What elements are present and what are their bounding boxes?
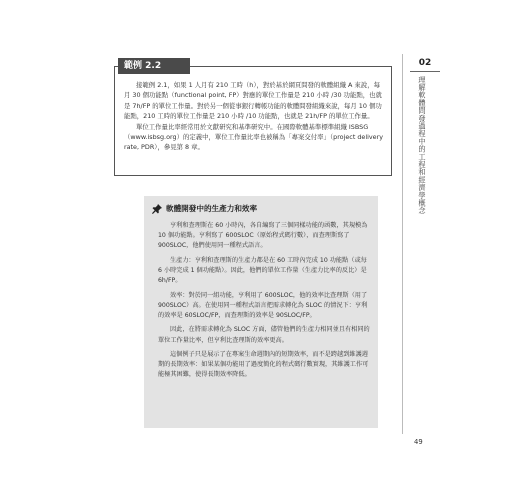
example-paragraph: 接範例 2.1，如果 1 人月有 210 工時（h），對於基於網頁問發的軟體組織 A 來說，每月 30 個功能點（functional point, FP）對應的單位工作量是 210 小時 /30 功能點，也就是 7h/FP 的單位工作量。對於另一個從事銀行轉帳功能的軟體問發組織來說，每月 10 個功能點，210 工時的單位工作量是 210 小時 /10 功能點，也就是 21h/FP 的單位工作量。 (124, 81, 382, 121)
chapter-rule (410, 71, 440, 72)
note-paragraph: 亨利和查理斯在 60 小時內，各自編寫了三個同樣功能的函數，其規模為 10 個功能點。亨利寫了 600SLOC（原始程式碼行數），而查理斯寫了 900SLOC，他們使用同一種程式語言。 (158, 222, 368, 250)
note-body (158, 221, 372, 385)
note-heading-text: 軟體開發中的生產力和效率 (166, 204, 258, 213)
pushpin-icon (152, 204, 162, 214)
note-paragraph: 因此，在將需求轉化為 SLOC 方面，儘管他們的生產力相同並且有相同的單位工作量比率，但亨利比查理斯的效率更高。 (158, 326, 370, 344)
example-paragraph: 單位工作量比率經常用於文獻研究和基準研究中。在國際軟體基準標準組織 ISBSG（www.isbsg.org）的定義中，單位工作量比率也被稱為「專案交付率」（project delivery rate, PDR），參見第 8 章。 (124, 122, 384, 152)
note-paragraph: 生產力：亨利和查理斯的生產力都是在 60 工時內完成 10 功能點（或每 6 小時完成 1 個功能點）。因此，他們的單位工作量（生產力比率的反比）是 6h/FP。 (158, 256, 367, 285)
note-paragraph: 這個例子只是展示了在專案生命週期內的短期效率，而不是跨越到維護週期的長期效率：如果某個功能用了過度簡化的程式碼行數實現，其維護工作可能極其困難，使得長期效率降低。 (158, 350, 369, 379)
example-label: 範例 2.2 (118, 58, 190, 74)
chapter-number: 02 (418, 58, 432, 68)
chapter-title: 理解軟體問發過程中的工程和經濟學概念 (418, 76, 427, 215)
note-heading-row (152, 203, 257, 214)
page-number: 49 (414, 438, 423, 446)
note-paragraph: 效率：對於同一組功能，亨利用了 600SLOC，他的效率比查理斯（用了 900SLOC）高。在使用同一種程式語言把需求轉化為 SLOC 的情況下：亨利的效率是 60SLOC/FP，而查理斯的效率是 90SLOC/FP。 (158, 291, 368, 319)
sidebar-divider (402, 54, 403, 434)
example-body (124, 80, 386, 153)
